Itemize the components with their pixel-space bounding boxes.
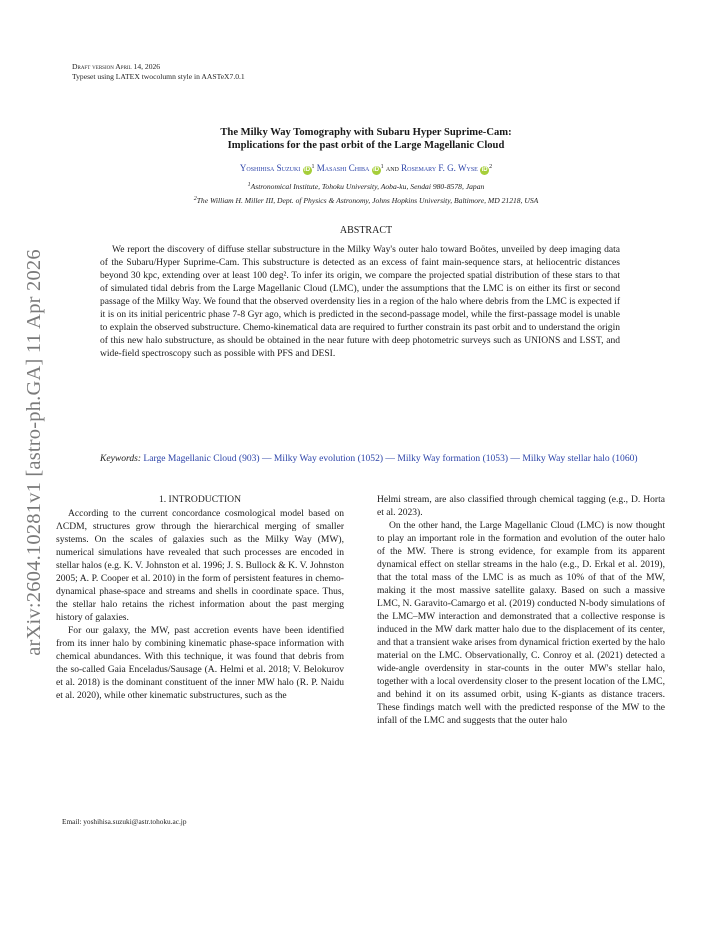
paragraph: Helmi stream, are also classified through chemical tagging (e.g., D. Horta et al. 2023).	[377, 494, 665, 518]
preprint-header	[72, 62, 245, 82]
keywords-links[interactable]: Large Magellanic Cloud (903) — Milky Way evolution (1052) — Milky Way formation (1053) — Milky Way stellar halo (1060)	[143, 453, 638, 464]
title-line-1: The Milky Way Tomography with Subaru Hyper Suprime-Cam:	[220, 127, 512, 138]
orcid-icon[interactable]: iD	[481, 166, 488, 173]
title-block	[110, 126, 622, 207]
paragraph: According to the current concordance cosmological model based on ΛCDM, structures grow through the hierarchical merging of smaller systems. On the scales of galaxies such as the Milky Way (MW), numerical simulations have revealed that such processes are encoded in stellar halos (e.g. K. V. Johnston et al. 1996; J. S. Bullock & K. V. Johnston 2005; A. P. Cooper et al. 2010) in the form of persistent features in chemo-dynamical phase-space and streams and shells in coordinate space. Thus, the stellar halo retains the richest information about the past merging history of galaxies.	[56, 508, 344, 623]
affiliation-marker: 2	[489, 163, 493, 170]
orcid-icon[interactable]: iD	[304, 166, 311, 173]
arxiv-identifier-stamp[interactable]	[6, 232, 62, 672]
draft-version-line: Draft version April 14, 2026	[72, 62, 161, 71]
arxiv-id-text: arXiv:2604.10281v1 [astro-ph.GA] 11 Apr 2026	[22, 248, 45, 656]
author-list	[110, 161, 622, 175]
abstract-text: We report the discovery of diffuse stellar substructure in the Milky Way's outer halo toward Boötes, unveiled by deep imaging data of the Subaru/Hyper Suprime-Cam. This substructure is detected as an excess of faint main-sequence stars, at heliocentric distances beyond 30 kpc, extending over at least 100 deg². To infer its origin, we compare the projected spatial distribution of these stars to that of simulated tidal debris from the Large Magellanic Cloud (LMC), under the assumptions that the LMC is on either its first or second passage of the Milky Way. We found that the observed overdensity lies in a region of the halo where debris from the LMC is expected if it is on its initial pericentric phase 7-8 Gyr ago, which is predicted in the second-passage model, while the first-passage model is unable to explain the observed substructure. Chemo-kinematical data are required to further constrain its past orbit and to understand the origin of this new halo substructure, as should be obtained in the near future with deep photometric surveys such as UNIONS and LSST, and wide-field spectroscopy such as possible with PFS and DESI.	[100, 244, 620, 359]
and-conjunction: and	[385, 162, 399, 173]
paragraph: For our galaxy, the MW, past accretion events have been identified from its inner halo by combining kinematic phase-space information with chemical abundances. With this technique, it was found that debris from the so-called Gaia Enceladus/Sausage (A. Helmi et al. 2018; V. Belokurov et al. 2018) is the dominant constituent of the inner MW halo (R. P. Naidu et al. 2020), while other kinematic substructures, such as the	[56, 625, 344, 701]
abstract-heading: ABSTRACT	[339, 225, 393, 236]
email-footnote: Email: yoshihisa.suzuki@astr.tohoku.ac.jp	[62, 817, 187, 826]
title-line-2: Implications for the past orbit of the Large Magellanic Cloud	[227, 140, 505, 152]
affiliation-1: $^1$Astronomical Institute, Tohoku University, Aoba-ku, Sendai 980-8578, Japan	[247, 181, 485, 191]
section-heading-introduction: 1. INTRODUCTION	[158, 494, 242, 505]
author-name[interactable]: Masashi Chiba	[316, 162, 370, 173]
author-name[interactable]: Yoshihisa Suzuki	[239, 162, 301, 173]
affiliations	[110, 179, 622, 207]
column-right	[377, 493, 665, 727]
keywords-label: Keywords:	[100, 453, 142, 464]
orcid-icon[interactable]: iD	[373, 166, 380, 173]
affiliation-marker: 1	[311, 163, 315, 170]
keywords	[100, 452, 676, 465]
author-name[interactable]: Rosemary F. G. Wyse	[401, 162, 478, 173]
paragraph: On the other hand, the Large Magellanic Cloud (LMC) is now thought to play an important role in the formation and evolution of the outer halo of the MW. There is strong evidence, for example from its apparent dynamical effect on stellar streams in the halo (e.g., D. Erkal et al. 2019), that the total mass of the LMC is as much as 10% of that of the MW, making it the most massive satellite galaxy. Based on such a massive LMC, N. Garavito-Camargo et al. (2019) conducted N-body simulations of the LMC–MW interaction and demonstrated that a collective response is induced in the MW dark matter halo due to the displacement of its center, and that a transient wake arises from dynamical friction exerted by the halo material on the LMC. Observationally, C. Conroy et al. (2021) detected a wide-angle overdensity in star-counts in the outer MW's stellar halo, together with a local overdensity closer to the present location of the LMC, and behind it on its assumed orbit, using K-giants as distance tracers. These findings match well with the predicted response of the MW to the infall of the LMC and suggests that the outer halo	[377, 520, 665, 726]
column-left	[56, 493, 344, 702]
affiliation-2: $^2$The William H. Miller III, Dept. of Physics & Astronomy, Johns Hopkins University, Baltimore, MD 21218, USA	[193, 195, 539, 205]
paper-title	[110, 126, 622, 153]
typeset-line: Typeset using LATEX twocolumn style in AASTeX7.0.1	[72, 72, 245, 81]
affiliation-marker: 1	[380, 163, 384, 170]
